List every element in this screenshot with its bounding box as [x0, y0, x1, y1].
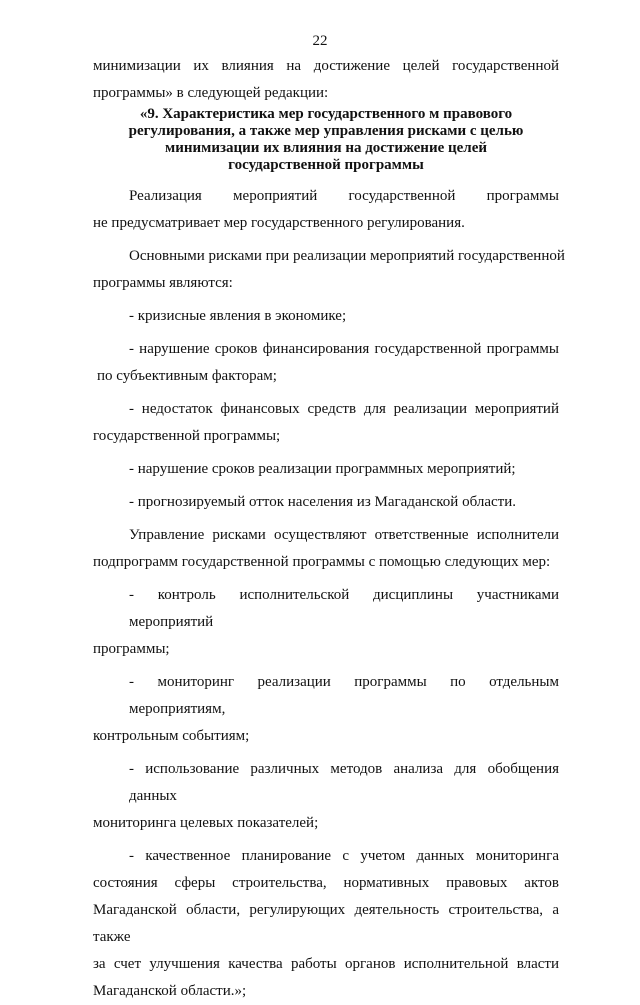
list-item-risk	[93, 336, 559, 390]
page-number: 22	[312, 33, 328, 49]
heading-line-1: «9. Характеристика мер государственного м правового	[139, 106, 513, 122]
paragraph-line: подпрограмм государственной программы с помощью следующих мер:	[93, 554, 551, 570]
paragraph-line: - качественное планирование с учетом данных мониторинга	[129, 848, 559, 864]
paragraph-line: - мониторинг реализации программы по отдельным мероприятиям,	[129, 674, 559, 717]
paragraph-line: - нарушение сроков реализации программных мероприятий;	[129, 461, 516, 477]
intro-line-1: минимизации их влияния на достижение целей государственной	[93, 58, 559, 74]
paragraph-line: контрольным событиям;	[93, 728, 250, 744]
paragraph-risk-management	[93, 522, 559, 576]
paragraph-line: Магаданской области, регулирующих деятельность строительства, а также	[93, 902, 559, 945]
list-item-measure	[93, 843, 559, 1005]
list-item-measure	[93, 756, 559, 837]
list-item-risk	[93, 489, 559, 516]
paragraph-line: Основными рисками при реализации мероприятий государственной	[129, 248, 565, 264]
heading-line-2: регулирования, а также мер управления рисками с целью	[128, 123, 524, 139]
heading-line-4: государственной программы	[228, 157, 424, 173]
paragraph-main-risks	[93, 243, 565, 297]
intro-line-2: программы» в следующей редакции:	[93, 85, 329, 101]
paragraph-line: программы являются:	[93, 275, 233, 291]
paragraph-line: не предусматривает мер государственного регулирования.	[93, 215, 465, 231]
paragraph-line: - нарушение сроков финансирования государственной программы	[129, 341, 559, 357]
list-item-measure	[93, 582, 559, 663]
list-item-risk	[93, 303, 559, 330]
paragraph-line: - недостаток финансовых средств для реализации мероприятий	[129, 401, 559, 417]
paragraph-line: по субъективным факторам;	[97, 368, 277, 384]
paragraph-line: за счет улучшения качества работы органов исполнительной власти	[93, 956, 559, 972]
paragraph-line: - контроль исполнительской дисциплины участниками мероприятий	[129, 587, 559, 630]
heading-line-3: минимизации их влияния на достижение целей	[164, 140, 488, 156]
paragraph-line: мониторинга целевых показателей;	[93, 815, 319, 831]
list-item-measure	[93, 669, 559, 750]
paragraph-line: программы;	[93, 641, 170, 657]
list-item-risk	[93, 396, 559, 450]
intro-text	[93, 53, 559, 107]
paragraph-line: Магаданской области.»;	[93, 983, 247, 999]
paragraph-line: состояния сферы строительства, нормативных правовых актов	[93, 875, 559, 891]
list-item-risk	[93, 456, 559, 483]
paragraph-line: - использование различных методов анализа для обобщения данных	[129, 761, 559, 804]
paragraph-line: - прогнозируемый отток населения из Магаданской области.	[129, 494, 516, 510]
paragraph-line: Реализация мероприятий государственной программы	[129, 188, 559, 204]
paragraph-line: Управление рисками осуществляют ответственные исполнители	[129, 527, 559, 543]
paragraph-implementation	[93, 183, 559, 237]
paragraph-line: - кризисные явления в экономике;	[129, 308, 347, 324]
section-body	[93, 183, 565, 1005]
paragraph-line: государственной программы;	[93, 428, 281, 444]
section-heading	[93, 106, 559, 174]
